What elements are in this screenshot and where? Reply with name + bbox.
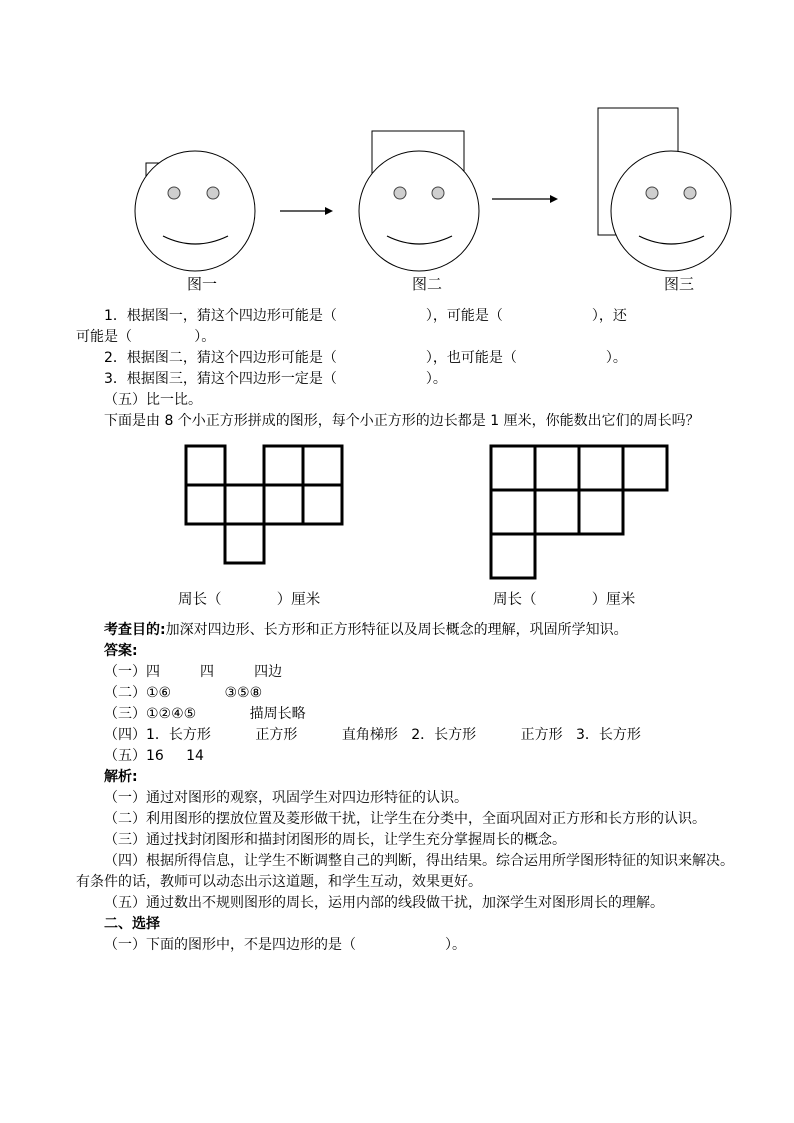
question-2: 2．根据图二，猜这个四边形可能是（ ），也可能是（ ）。 [104, 350, 627, 366]
smiley-face-3 [611, 151, 731, 271]
answers-label: 答案: [104, 643, 138, 659]
answer-2: （二）①⑥ ③⑤⑧ [104, 685, 263, 701]
question-3: 3．根据图三，猜这个四边形一定是（ ）。 [104, 371, 447, 387]
analysis-1: （一）通过对图形的观察，巩固学生对四边形特征的认识。 [104, 790, 468, 806]
purpose-label: 考查目的: [104, 622, 166, 638]
purpose-line [104, 620, 628, 640]
analysis-4-line-1: （四）根据所得信息，让学生不断调整自己的判断，得出结果。综合运用所学图形特征的知识来解决。 [104, 853, 734, 869]
smiley-eye-right-3 [684, 187, 696, 199]
smiley-eye-left-3 [646, 187, 658, 199]
smiley-figures [0, 0, 794, 300]
figure-1-caption: 图一 [187, 275, 218, 293]
analysis-2: （二）利用图形的摆放位置及菱形做干扰，让学生在分类中，全面巩固对正方形和长方形的认识。 [104, 811, 706, 827]
question-1-line-2: 可能是（ ）。 [76, 329, 216, 345]
section-2-heading: 二、选择 [104, 916, 160, 932]
smiley-eye-left-1 [168, 187, 180, 199]
grid-figure-right [491, 446, 667, 578]
purpose-text: 加深对四边形、长方形和正方形特征以及周长概念的理解，巩固所学知识。 [165, 622, 628, 638]
figure-3-caption: 图三 [664, 275, 695, 293]
smiley-face-1 [135, 151, 255, 271]
section-5-instruction: 下面是由 8 个小正方形拼成的图形，每个小正方形的边长都是 1 厘米，你能数出它们的周长吗？ [104, 413, 700, 429]
perimeter-right: 周长（ ）厘米 [493, 592, 636, 608]
question-1-line-1: 1．根据图一，猜这个四边形可能是（ ），可能是（ ），还 [104, 308, 627, 324]
grid-figure-left [186, 446, 342, 563]
answer-1: （一）四 四 四边 [104, 664, 283, 680]
smiley-face-2 [359, 151, 479, 271]
perimeter-left: 周长（ ）厘米 [178, 592, 321, 608]
analysis-label: 解析: [104, 769, 138, 785]
answer-4: （四）1．长方形 正方形 直角梯形 2．长方形 正方形 3．长方形 [104, 727, 641, 743]
figure-2-caption: 图二 [412, 275, 443, 293]
analysis-4-line-2: 有条件的话，教师可以动态出示这道题，和学生互动，效果更好。 [76, 874, 482, 890]
analysis-5: （五）通过数出不规则图形的周长，运用内部的线段做干扰，加深学生对图形周长的理解。 [104, 895, 664, 911]
smiley-eye-right-2 [432, 187, 444, 199]
figure-3 [598, 108, 731, 271]
answer-3: （三）①②④⑤ 描周长略 [104, 706, 306, 722]
smiley-eye-right-1 [207, 187, 219, 199]
figure-1 [135, 151, 255, 271]
section-2-question-1: （一）下面的图形中，不是四边形的是（ ）。 [104, 937, 467, 953]
smiley-eye-left-2 [394, 187, 406, 199]
figure-2 [359, 131, 479, 271]
section-5-heading: （五）比一比。 [104, 392, 202, 408]
analysis-3: （三）通过找封闭图形和描封闭图形的周长，让学生充分掌握周长的概念。 [104, 832, 566, 848]
answer-5: （五）16 14 [104, 748, 204, 764]
arrow-2 [492, 195, 558, 203]
arrow-1 [280, 207, 333, 215]
